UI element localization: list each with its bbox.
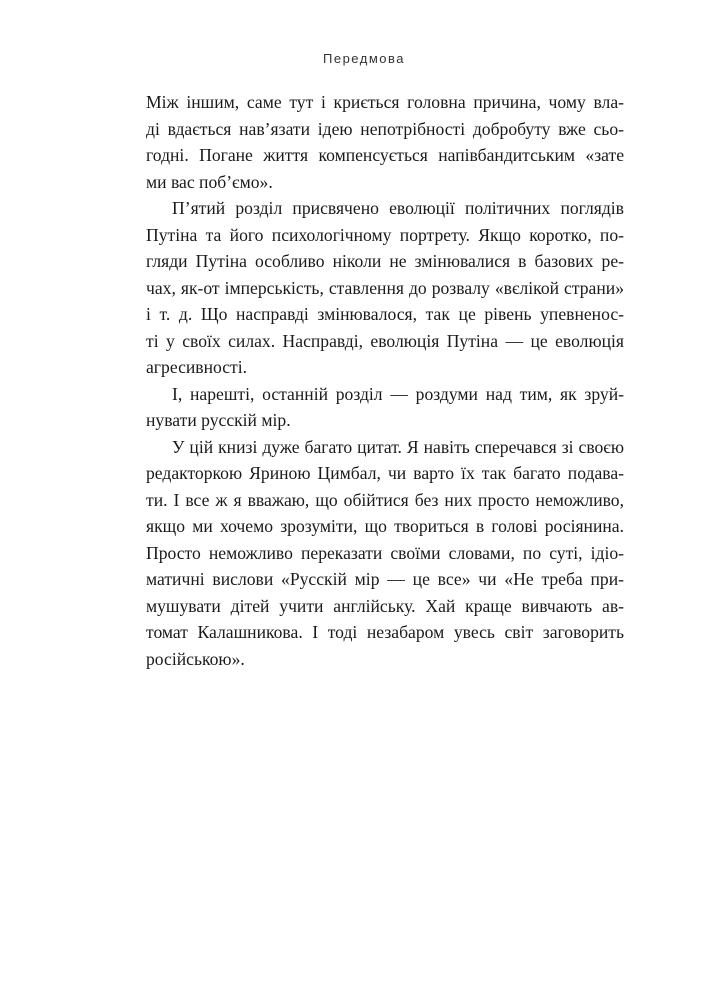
text-line: чах, як-от імперськість, ставлення до розвалу «вєлікой страни» [146,277,624,298]
body-text [146,89,624,672]
text-line: якщо ми хочемо зрозуміти, що твориться в голові росіянина. [146,516,624,536]
text-line: матичні вислови «Русскій мір — це все» чи «Не треба при- [146,569,624,589]
text-line: мушувати дітей учити англійську. Хай краще вивчають ав- [146,595,624,616]
text-line: П’ятий розділ присвячено еволюції політичних поглядів [172,198,624,218]
text-line: ми вас побʼємо». [146,171,273,192]
text-line: Між іншим, саме тут і криється головна причина, чому вла- [146,92,624,112]
text-line: Путіна та його психологічному портрету. Якщо коротко, по- [146,224,624,245]
text-line: Просто неможливо переказати своїми словами, по суті, ідіо- [146,542,624,563]
text-line: І, нарешті, останній розділ — роздуми над тим, як зруй- [172,383,624,404]
text-line: і т. д. Що насправді змінювалося, так це рівень упевненос- [146,304,624,324]
text-line: ти. І все ж я вважаю, що обійтися без них просто неможливо, [146,489,624,510]
running-head: Передмова [323,51,405,66]
text-line: нувати русскій мір. [146,410,291,430]
text-line: гляди Путіна особливо ніколи не змінювалися в базових ре- [146,251,624,271]
text-line: ті у своїх силах. Насправді, еволюція Путіна — це еволюція [146,330,624,351]
text-line: У цій книзі дуже багато цитат. Я навіть сперечався зі своєю [172,436,624,457]
text-line: ді вдається нав’язати ідею непотрібності добробуту вже сьо- [146,118,624,139]
text-line: російською». [146,648,245,669]
text-line: агресивності. [146,357,248,377]
text-line: томат Калашникова. І тоді незабаром увесь світ заговорить [146,622,624,642]
text-line: редакторкою Яриною Цимбал, чи варто їх так багато подава- [146,463,624,483]
text-line: годні. Погане життя компенсується напівбандитським «зате [146,145,624,165]
